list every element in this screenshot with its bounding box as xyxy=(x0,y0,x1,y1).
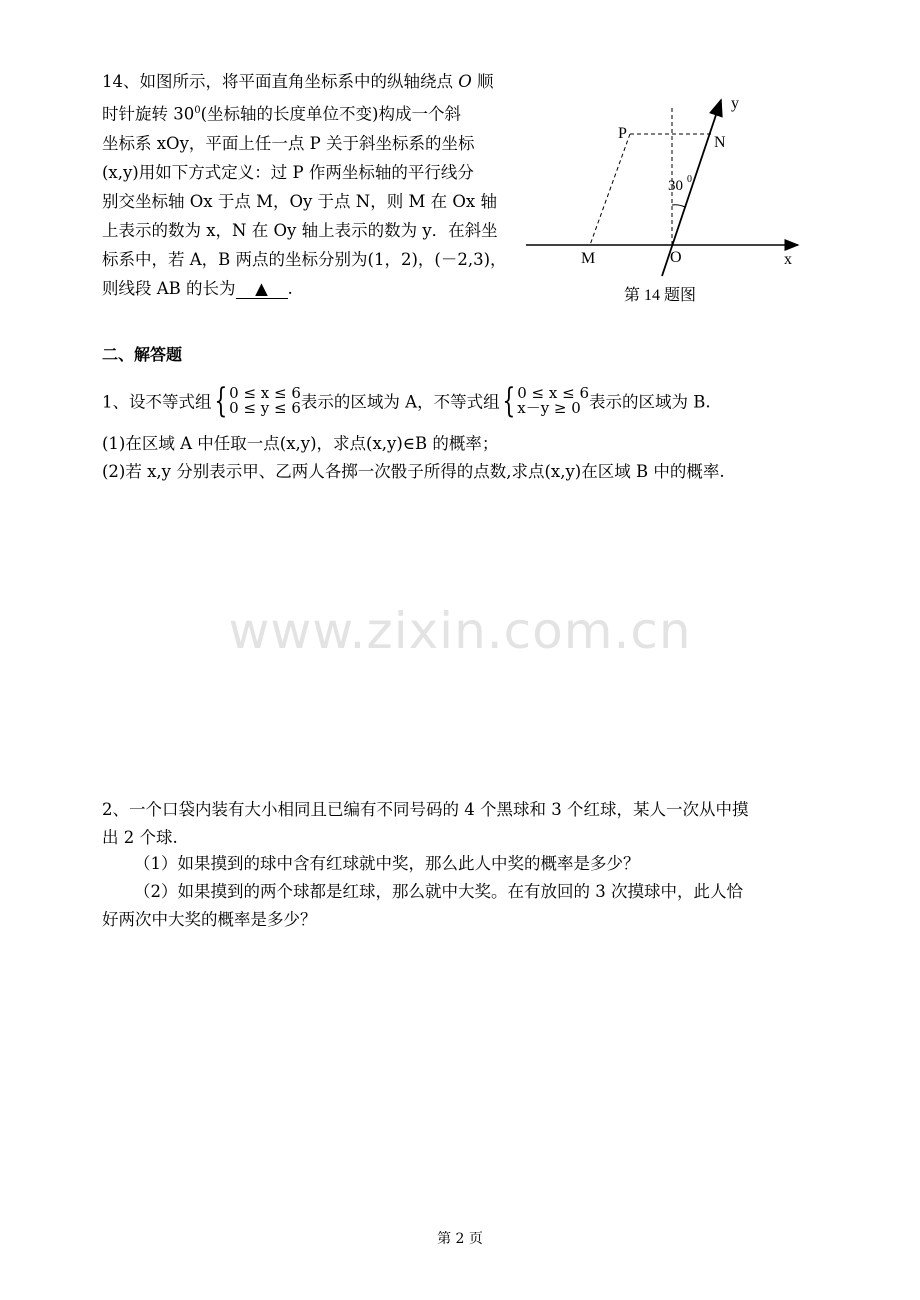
q14-line-1 xyxy=(102,70,532,94)
label-P: P xyxy=(618,125,627,142)
answer-blank: ▲ xyxy=(236,280,288,299)
label-N: N xyxy=(714,134,726,151)
q14-line-1-text: 14、如图所示，将平面直角坐标系中的纵轴绕点 xyxy=(102,72,453,91)
label-M: M xyxy=(581,250,596,267)
label-y: y xyxy=(731,95,739,112)
q2-sub-1: （1）如果摸到的球中含有红球就中奖，那么此人中奖的概率是多少？ xyxy=(134,854,640,873)
q14-line-5: 别交坐标轴 Ox 于点 M，Oy 于点 N，则 M 在 Ox 轴 xyxy=(102,191,497,211)
q14-line-8 xyxy=(102,277,532,301)
sysB-row-2: x－y ≥ 0 xyxy=(517,399,581,417)
question-14 xyxy=(102,70,532,301)
figure-caption: 第 14 题图 xyxy=(624,287,697,304)
q14-line-7: 标系中，若 A，B 两点的坐标分别为(1，2)，(－2,3)， xyxy=(102,249,507,269)
q14-end: . xyxy=(287,278,293,298)
q2-sub-2a: （2）如果摸到的两个球都是红球，那么就中大奖。在有放回的 3 次摸球中，此人恰 xyxy=(134,882,743,901)
label-x: x xyxy=(784,251,792,268)
q14-line-6: 上表示的数为 x，N 在 Oy 轴上表示的数为 y．在斜坐 xyxy=(102,220,498,240)
q1-prefix: 1、设不等式组 xyxy=(102,392,212,412)
oblique-axes-figure xyxy=(520,88,820,318)
q1-suffix: 表示的区域为 B. xyxy=(589,392,711,412)
q1-part-1: (1)在区域 A 中任取一点(x,y)，求点(x,y)∈B 的概率； xyxy=(102,434,499,453)
dashed-PM xyxy=(590,134,630,245)
brace-A: { xyxy=(213,381,227,421)
angle-label-sup: 0 xyxy=(687,174,692,185)
page-number: 第 2 页 xyxy=(437,1231,483,1247)
q2-line-1: 2、一个口袋内装有大小相同且已编有不同号码的 4 个黑球和 3 个红球，某人一次从中摸 xyxy=(102,800,749,819)
q2-line-2: 出 2 个球. xyxy=(102,828,178,847)
sysA-row-1: 0 ≤ x ≤ 6 xyxy=(229,384,301,402)
system-B xyxy=(500,381,589,421)
q1-mid: 表示的区域为 A，不等式组 xyxy=(300,392,500,412)
section-title: 二、解答题 xyxy=(102,345,183,364)
angle-arc xyxy=(672,205,685,207)
sysA-row-2: 0 ≤ y ≤ 6 xyxy=(229,399,301,417)
degree-sup: 0 xyxy=(194,105,201,116)
q14-line-2-text: 时针旋转 30 xyxy=(102,104,195,124)
angle-label: 30 xyxy=(668,178,683,194)
point-O-italic: O xyxy=(458,72,472,91)
q1-part-2: (2)若 x,y 分别表示甲、乙两人各掷一次骰子所得的点数,求点(x,y)在区域 B 中的概率. xyxy=(102,462,725,481)
q14-line-2-tail: (坐标轴的长度单位不变)构成一个斜 xyxy=(200,104,461,124)
q14-line-1-tail: 顺 xyxy=(477,72,494,91)
q14-line-2 xyxy=(102,99,532,127)
q2-sub-2b: 好两次中大奖的概率是多少？ xyxy=(102,910,317,929)
label-O: O xyxy=(670,249,682,266)
q14-line-4: (x,y)用如下方式定义：过 P 作两坐标轴的平行线分 xyxy=(102,162,474,182)
q14-line-3: 坐标系 xOy，平面上任一点 P 关于斜坐标系的坐标 xyxy=(102,133,475,153)
watermark: www.zixin.com.cn xyxy=(228,602,692,660)
q14-line-8-text: 则线段 AB 的长为 xyxy=(102,278,236,298)
sysB-row-1: 0 ≤ x ≤ 6 xyxy=(517,384,589,402)
question-1-stem xyxy=(102,381,711,421)
brace-B: { xyxy=(501,381,515,421)
system-A xyxy=(212,381,301,421)
